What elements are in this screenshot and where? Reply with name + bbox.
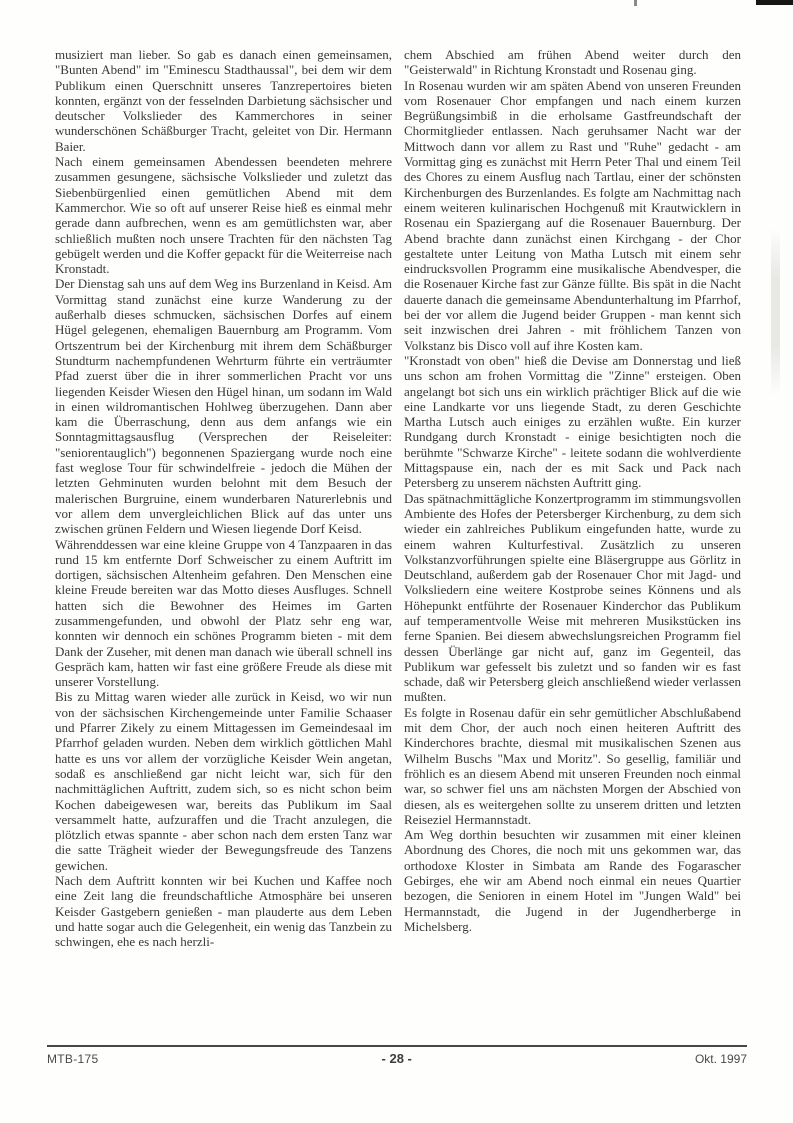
footer-page-number: - 28 - <box>381 1051 412 1066</box>
paragraph: Das spätnachmittägliche Konzertprogramm im stimmungsvollen Ambiente des Hofes der Petersberger Kirchenburg, zu dem sich wieder ein zahlreiches Publikum eingefunden hatte, wurde zu einem wahren Kulturfestival. Zusätzlich zu unseren Volkstanzvorführungen spielte eine Bläsergruppe aus Görlitz in Deutschland, außerdem gab der Rosenauer Chor mit Jagd- und Volksliedern eine weitere Kostprobe seines Könnens und als Höhepunkt entführte der Rosenauer Kinderchor das Publikum auf temperamentvolle Weise mit mehreren Musikstücken ins ferne Spanien. Bei diesem abwechslungsreichen Programm fiel dessen Überlänge gar nicht auf, ganz im Gegenteil, das Publikum war gefesselt bis zuletzt und so fanden wir es fast schade, daß wir Petersberg gleich anschließend wieder verlassen mußten. <box>404 490 741 705</box>
paragraph: In Rosenau wurden wir am späten Abend von unseren Freunden vom Rosenauer Chor empfangen und nach einem kurzen Begrüßungsimbiß in die erholsame Gastfreundschaft der Chormitglieder entlassen. Nach geruhsamer Nacht war der Mittwoch dann vor allem zu Rast und "Ruhe" gedacht - am Vormittag ging es zunächst mit Herrn Peter Thal und einem Teil des Chores zu einem Ausflug nach Tartlau, einer der schönsten Kirchenburgen des Burzenlandes. Es folgte am Nachmittag nach einem weiteren kulinarischen Hochgenuß mit Krautwicklern in Rosenau ein Spaziergang auf die Rosenauer Bauernburg. Der Abend brachte dann zunächst einen Kirchgang - der Chor gestaltete unter Leitung von Matha Lutsch mit einem sehr eindrucksvollen Programm eine musikalische Abendvesper, die die Rosenauer Kirche fast zur Gänze füllte. Bis spät in die Nacht dauerte danach die gemeinsame Abendunterhaltung im Pfarrhof, bei der vor allem die Jugend beider Gruppen - man kennt sich seit inzwischen drei Jahren - mit fröhlichem Tanzen von Volkstanz bis Disco voll auf ihre Kosten kam. <box>404 77 741 353</box>
text-body <box>55 47 741 950</box>
footer-divider <box>47 1045 747 1047</box>
paragraph: musiziert man lieber. So gab es danach einen gemeinsamen, "Bunten Abend" im "Eminescu Stadthaussal", bei dem wir dem Publikum einen Querschnitt unseres Tanzrepertoires bieten konnten, ergänzt von der fesselnden Darbietung sächsischer und deutscher Volkslieder des Kammerchores in seiner wunderschönen Schäßburger Tracht, geleitet von Dir. Hermann Baier. <box>55 47 392 154</box>
scan-artifact-corner <box>756 0 793 5</box>
paragraph: Es folgte in Rosenau dafür ein sehr gemütlicher Abschlußabend mit dem Chor, der auch noch einen heiteren Auftritt des Kinderchores brachte, diesmal mit musikalischen Szenen aus Wilhelm Buschs "Max und Moritz". So gesellig, familiär und fröhlich es an diesem Abend mit unseren Freunden noch einmal war, so schwer fiel uns am nächsten Morgen der Abschied von diesen, als es weitergehen sollte zu unserem dritten und letzten Reiseziel Hermannstadt. <box>404 704 741 827</box>
footer-date: Okt. 1997 <box>694 1052 747 1066</box>
text-column-left <box>55 47 392 950</box>
paragraph: "Kronstadt von oben" hieß die Devise am Donnerstag und ließ uns schon am frohen Vormittag die "Zinne" ersteigen. Oben angelangt bot sich uns ein wirklich prächtiger Blick auf die wie eine Landkarte vor uns liegende Stadt, zu deren Geschichte Martha Lutsch auch einiges zu erzählen wußte. Ein kurzer Rundgang durch Kronstadt - einige besichtigten noch die berühmte "Schwarze Kirche" - leitete sodann die wohlverdiente Mittagspause ein, nach der es mit Sack und Pack nach Petersberg zu unserem nächsten Auftritt ging. <box>404 352 741 491</box>
paragraph: Der Dienstag sah uns auf dem Weg ins Burzenland in Keisd. Am Vormittag stand zunächst eine kurze Wanderung zu der außerhalb dieses schmucken, sächsischen Dorfes auf einem Hügel gelegenen, ehemaligen Bauernburg am Programm. Vom Ortszentrum bei der Kirchenburg mit ihrem dem Schäßburger Stundturm nachempfundenen Wehrturm führte ein verträumter Pfad zuerst über die in ihrer sommerlichen Pracht vor uns liegenden Keisder Wiesen den Hügel hinan, um sodann im Wald in einen wildromantischen Hohlweg überzugehen. Dann aber kam die Überraschung, denn aus dem anfangs wie ein Sonntagmittagsausflug (Versprechen der Reiseleiter: "seniorentauglich") begonnenen Spaziergang wurde noch eine fast weglose Tour für schwindelfreie - jedoch die Mühen der letzten Gehminuten wurden belohnt mit dem Besuch der malerischen Burgruine, einem wunderbaren Naturerlebnis und vor allem dem unvergleichlichen Blick auf das unter uns zwischen grünen Feldern und Wiesen liegende Dorf Keisd. <box>55 276 392 537</box>
footer-doc-code: MTB-175 <box>47 1052 99 1066</box>
paragraph: chem Abschied am frühen Abend weiter durch den "Geisterwald" in Richtung Kronstadt und Rosenau ging. <box>404 47 741 78</box>
text-column-right <box>404 47 741 950</box>
paragraph: Nach einem gemeinsamen Abendessen beendeten mehrere zusammen gesungene, sächsische Volkslieder und zuletzt das Siebenbürgenlied einen gemütlichen Abend mit dem Kammerchor. Wie so oft auf unserer Reise hieß es einmal mehr gerade dann aufbrechen, wenn es am gemütlichsten war, aber schließlich mußten noch unsere Trachten für den nächsten Tag gebügelt werden und die Koffer gepackt für die Weiterreise nach Kronstadt. <box>55 154 392 277</box>
paragraph: Währenddessen war eine kleine Gruppe von 4 Tanzpaaren in das rund 15 km entfernte Dorf Schweischer zu einem Auftritt im dortigen, sächsischen Altenheim gefahren. Den Menschen eine kleine Freude bereiten war das Motto dieses Ausfluges. Schnell hatten sich die Bewohner des Heimes im Garten zusammengefunden, und obwohl der Platz sehr eng war, konnten wir dennoch ein schönes Programm bieten - mit dem Dank der Zuseher, mit denen man danach wie überall schnell ins Gespräch kam, hatten wir fast eine größere Freude als diese mit unserer Vorstellung. <box>55 536 392 690</box>
scan-artifact-tick <box>634 0 637 6</box>
scan-artifact-streak <box>771 228 780 396</box>
page-footer <box>47 1051 747 1066</box>
paragraph: Nach dem Auftritt konnten wir bei Kuchen und Kaffee noch eine Zeit lang die freundschaftliche Atmosphäre bei unseren Keisder Gastgebern genießen - man plauderte aus dem Leben und hatte sogar auch die Gelegenheit, ein wenig das Tanzbein zu schwingen, ehe es nach herzli- <box>55 873 392 950</box>
paragraph: Bis zu Mittag waren wieder alle zurück in Keisd, wo wir nun von der sächsischen Kirchengemeinde unter Familie Schaaser und Pfarrer Zikely zu einem Mittagessen im Gemeindesaal im Pfarrhof geladen wurden. Neben dem wirklich göttlichen Mahl hatte es uns vor allem der vorzügliche Keisder Wein angetan, sodaß es anschließend gar nicht leicht war, sich für den nachmittäglichen Auftritt, zudem sich, so es nicht schon beim Kochen dabeigewesen war, bereits das Publikum im Saal versammelt hatte, aufzuraffen und die Tracht anzulegen, die plötzlich etwas spannte - aber schon nach dem ersten Tanz war die satte Trägheit wieder der Bewegungsfreude des Tanzens gewichen. <box>55 689 392 873</box>
paragraph: Am Weg dorthin besuchten wir zusammen mit einer kleinen Abordnung des Chores, die noch mit uns gekommen war, das orthodoxe Kloster in Simbata am Rande des Fogarascher Gebirges, ehe wir am Abend noch einmal ein neues Quartier bezogen, die Senioren in einem Hotel im "Jungen Wald" bei Hermannstadt, die Jugend in der Jugendherberge in Michelsberg. <box>404 827 741 934</box>
